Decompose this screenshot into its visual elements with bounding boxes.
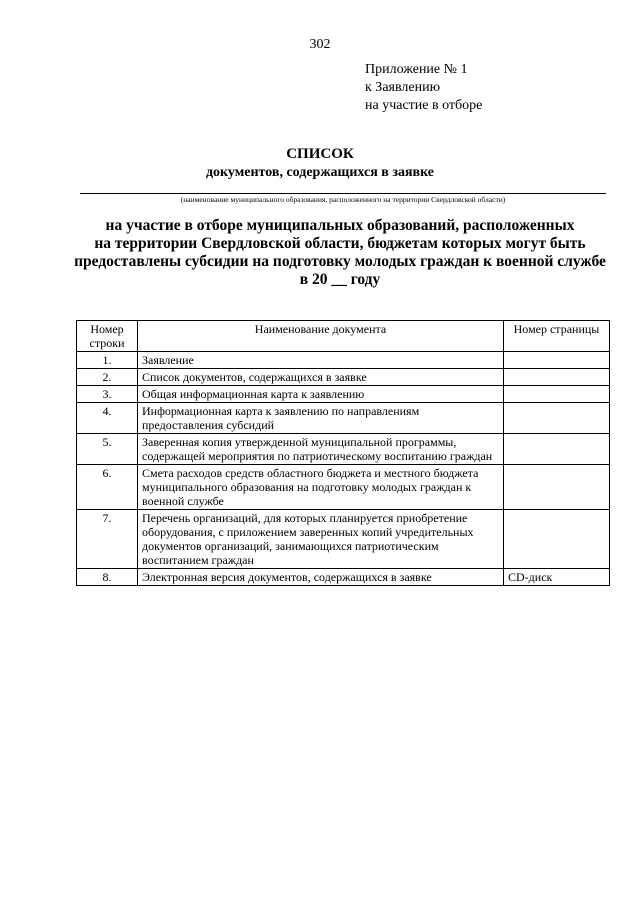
document-name: Электронная версия документов, содержащихся в заявке — [138, 569, 504, 586]
fill-in-caption: (наименование муниципального образования, расположенного на территории Свердловской области) — [180, 195, 506, 204]
row-number: 5. — [77, 434, 138, 465]
page-number-cell — [504, 369, 610, 386]
row-number: 7. — [77, 510, 138, 569]
document-name: Общая информационная карта к заявлению — [138, 386, 504, 403]
appendix-line-1: Приложение № 1 — [365, 62, 468, 77]
document-name: Перечень организаций, для которых планируется приобретение оборудования, с приложением заверенных копий учредительных документов организаций, занимающихся патриотическим воспитанием граждан — [138, 510, 504, 569]
page-number-cell — [504, 386, 610, 403]
row-number: 6. — [77, 465, 138, 510]
appendix-line-2: к Заявлению — [365, 80, 441, 95]
page-number-cell — [504, 403, 610, 434]
page-number-cell: CD-диск — [504, 569, 610, 586]
purpose-text — [60, 217, 620, 289]
table-row — [77, 434, 610, 465]
page-number-cell — [504, 434, 610, 465]
appendix-line-3: на участие в отборе — [365, 98, 483, 113]
document-title: СПИСОК — [286, 146, 354, 162]
row-number: 1. — [77, 352, 138, 369]
purpose-line-2: на территории Свердловской области, бюджетам которых могут быть — [94, 235, 586, 252]
table-row — [77, 403, 610, 434]
table-header-row — [77, 321, 610, 352]
header-row-number: Номер строки — [77, 321, 138, 352]
purpose-line-3: предоставлены субсидии на подготовку молодых граждан к военной службе — [74, 253, 606, 270]
page-number-cell — [504, 510, 610, 569]
fill-in-line — [80, 193, 606, 194]
document-subtitle: документов, содержащихся в заявке — [205, 165, 435, 180]
page-number: 302 — [309, 37, 331, 52]
page-number-cell — [504, 465, 610, 510]
document-name: Заверенная копия утвержденной муниципальной программы, содержащей мероприятия по патриотическому воспитанию граждан — [138, 434, 504, 465]
table-row — [77, 465, 610, 510]
table-row — [77, 510, 610, 569]
header-document-name: Наименование документа — [138, 321, 504, 352]
row-number: 3. — [77, 386, 138, 403]
table-row — [77, 369, 610, 386]
document-name: Список документов, содержащихся в заявке — [138, 369, 504, 386]
appendix-note — [365, 61, 482, 115]
document-name: Смета расходов средств областного бюджета и местного бюджета муниципального образования на подготовку молодых граждан к военной службе — [138, 465, 504, 510]
documents-table — [76, 320, 610, 586]
purpose-line-4: в 20 __ году — [299, 271, 381, 288]
document-name: Заявление — [138, 352, 504, 369]
page-number-cell — [504, 352, 610, 369]
document-name: Информационная карта к заявлению по направлениям предоставления субсидий — [138, 403, 504, 434]
table-row — [77, 352, 610, 369]
table-row — [77, 386, 610, 403]
row-number: 4. — [77, 403, 138, 434]
header-page-number: Номер страницы — [504, 321, 610, 352]
purpose-line-1: на участие в отборе муниципальных образований, расположенных — [105, 217, 575, 234]
row-number: 2. — [77, 369, 138, 386]
row-number: 8. — [77, 569, 138, 586]
table-row — [77, 569, 610, 586]
